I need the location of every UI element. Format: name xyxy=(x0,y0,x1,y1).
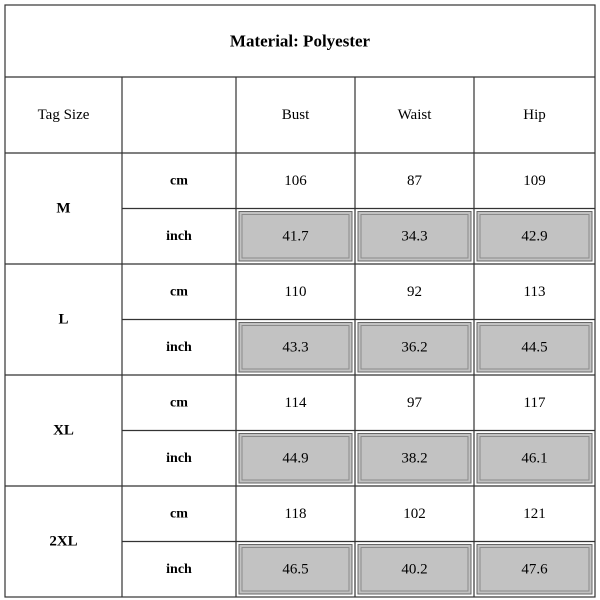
measurement-value: 40.2 xyxy=(401,561,428,578)
unit-label: inch xyxy=(166,561,192,577)
tag-size-label: M xyxy=(56,200,71,217)
measurement-value: 44.5 xyxy=(521,339,548,356)
measurement-value: 117 xyxy=(523,394,546,411)
measurement-value: 46.5 xyxy=(282,561,309,578)
measurement-value: 102 xyxy=(403,505,426,522)
unit-label: cm xyxy=(170,284,188,300)
tag-size-label: XL xyxy=(53,422,74,439)
tag-size-label: 2XL xyxy=(49,533,78,550)
measurement-value: 42.9 xyxy=(521,228,548,245)
unit-label: cm xyxy=(170,506,188,522)
measurement-value: 34.3 xyxy=(401,228,428,245)
measurement-value: 46.1 xyxy=(521,450,548,467)
measurement-value: 106 xyxy=(284,172,307,189)
measurement-value: 114 xyxy=(284,394,307,411)
measurement-value: 43.3 xyxy=(282,339,309,356)
measurement-value: 92 xyxy=(407,283,422,300)
unit-label: inch xyxy=(166,228,192,244)
measurement-value: 36.2 xyxy=(401,339,428,356)
table-text xyxy=(38,32,549,578)
measurement-value: 110 xyxy=(284,283,307,300)
measurement-value: 41.7 xyxy=(282,228,309,245)
unit-label: inch xyxy=(166,450,192,466)
header-hip: Hip xyxy=(523,107,546,123)
header-bust: Bust xyxy=(281,107,310,123)
measurement-value: 113 xyxy=(523,283,546,300)
unit-label: cm xyxy=(170,395,188,411)
header-tag-size: Tag Size xyxy=(37,107,90,123)
measurement-value: 121 xyxy=(523,505,546,522)
measurement-value: 87 xyxy=(407,172,422,189)
measurement-value: 44.9 xyxy=(282,450,309,467)
measurement-value: 38.2 xyxy=(401,450,428,467)
unit-label: inch xyxy=(166,339,192,355)
measurement-value: 97 xyxy=(407,394,422,411)
measurement-value: 109 xyxy=(523,172,546,189)
tag-size-label: L xyxy=(58,311,69,328)
table-title: Material: Polyester xyxy=(229,31,371,51)
unit-label: cm xyxy=(170,173,188,189)
measurement-value: 118 xyxy=(284,505,307,522)
header-waist: Waist xyxy=(397,107,432,123)
measurement-value: 47.6 xyxy=(521,561,548,578)
